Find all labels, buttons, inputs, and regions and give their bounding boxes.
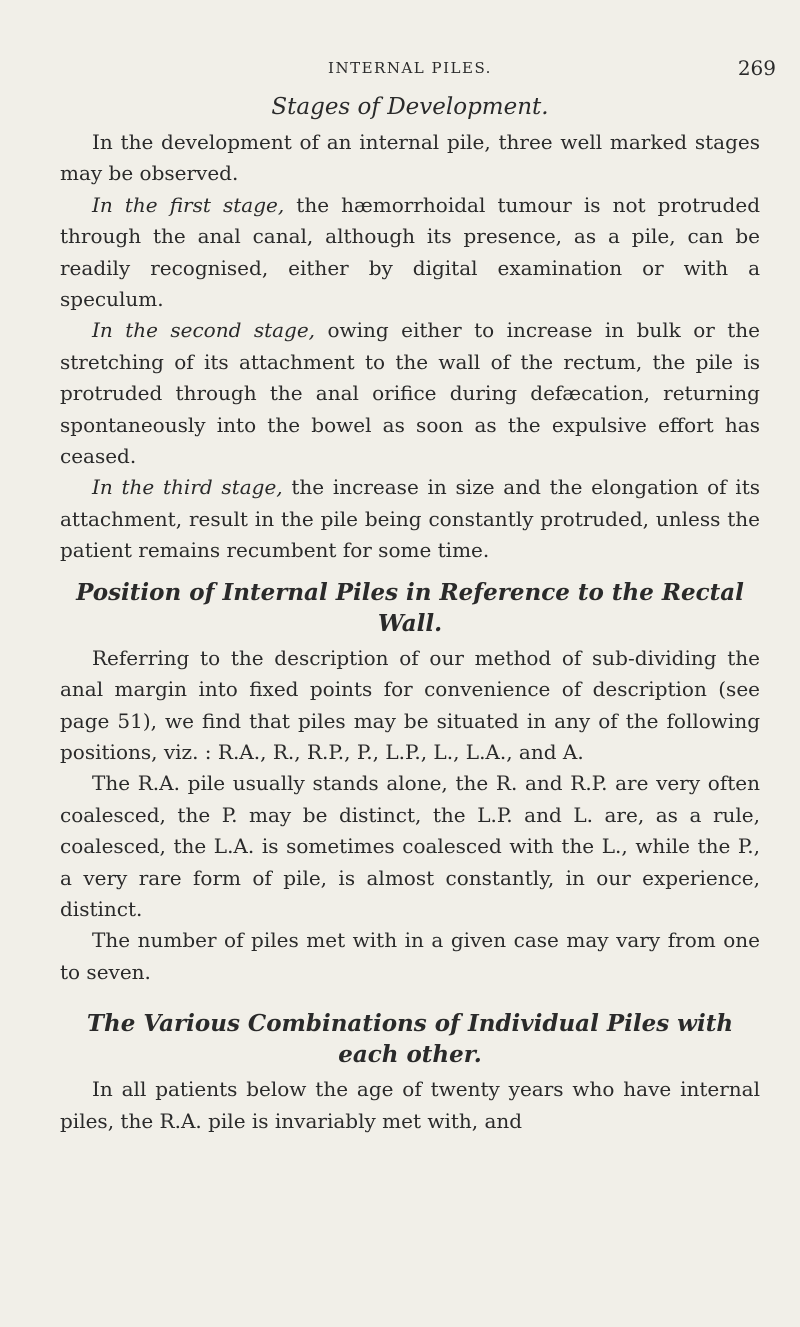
page-body: [60, 92, 760, 1137]
running-title: INTERNAL PILES.: [328, 59, 492, 77]
running-head: [60, 56, 776, 80]
paragraph-lead: In the first stage,: [92, 192, 285, 217]
paragraph-lead: In the third stage,: [92, 475, 283, 500]
section-heading-position: Position of Internal Piles in Reference to the Rectal Wall.: [76, 578, 744, 637]
paragraph: [60, 127, 760, 190]
paragraph-text: The R.A. pile usually stands alone, the R. and R.P. are very often coalesced, the P. may be distinct, the L.P. and L. are, as a rule, coalesced, the L.A. is sometimes coalesced with the L., while the P., a very rare form of pile, is almost constantly, in our experience, distinct.: [60, 771, 760, 921]
paragraph: [60, 190, 760, 316]
paragraph: [60, 643, 760, 769]
paragraph-text: The number of piles met with in a given case may vary from one to seven.: [60, 928, 760, 984]
paragraph-text: In all patients below the age of twenty years who have internal piles, the R.A. pile is invariably met with, and: [60, 1077, 760, 1133]
paragraph: [60, 1074, 760, 1137]
paragraph-text: the hæmorrhoidal tumour is not protruded through the anal canal, although its presence, as a pile, can be readily recognised, either by digital examination or with a speculum.: [60, 192, 760, 312]
paragraph: [60, 925, 760, 988]
paragraph-text: owing either to increase in bulk or the stretching of its attachment to the wall of the rectum, the pile is protruded through the anal orifice during defæcation, returning spontaneously into the bowel as soon as the expulsive effort has ceased.: [60, 318, 760, 469]
section-heading-stages: Stages of Development.: [271, 94, 549, 120]
section-heading-combinations: The Various Combinations of Individual Piles with each other.: [86, 1010, 734, 1069]
page-number: 269: [737, 56, 776, 80]
paragraph-lead: In the second stage,: [92, 318, 316, 343]
paragraph-text: In the development of an internal pile, three well marked stages may be observed.: [60, 130, 760, 186]
paragraph: [60, 472, 760, 566]
paragraph: [60, 768, 760, 925]
paragraph-text: Referring to the description of our method of sub-dividing the anal margin into fixed points for convenience of description (see page 51), we find that piles may be situated in any of the following positions, viz. : R.A., R., R.P., P., L.P., L., L.A., and A.: [60, 645, 760, 764]
paragraph-text: the increase in size and the elongation of its attachment, result in the pile being constantly protruded, unless the patient remains recumbent for some time.: [60, 475, 760, 563]
paragraph: [60, 315, 760, 472]
